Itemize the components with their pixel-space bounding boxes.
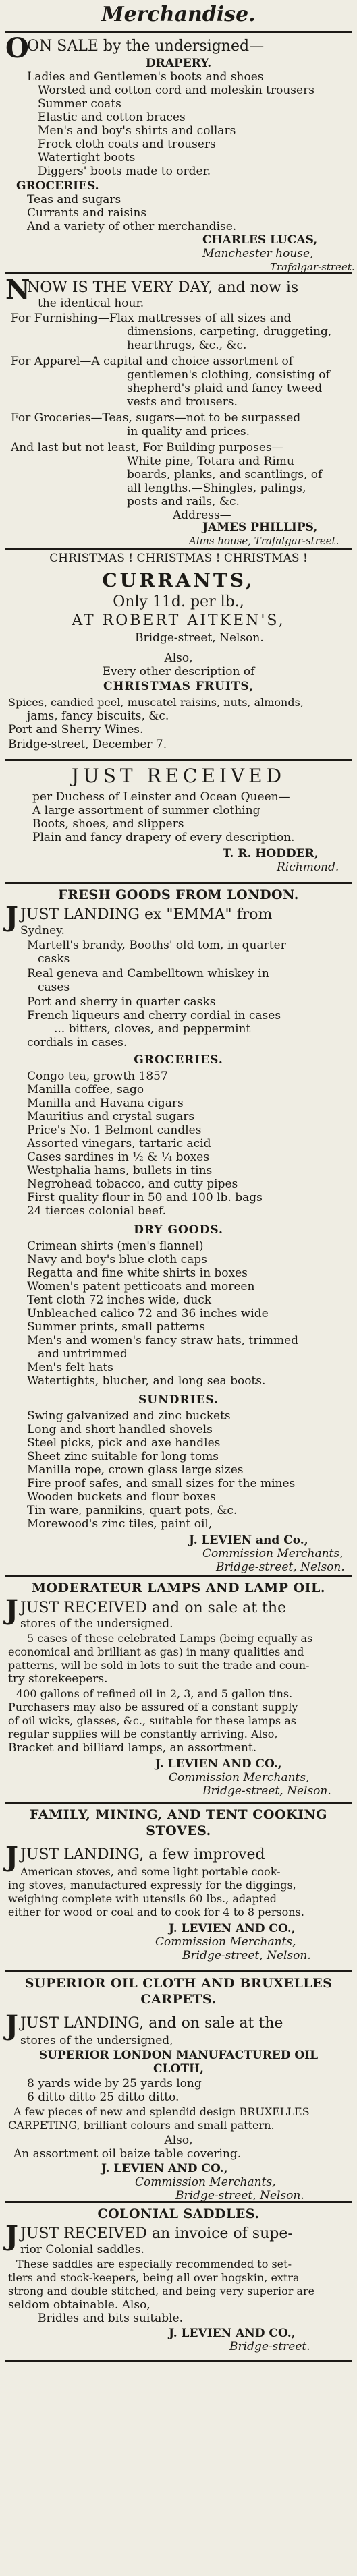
divider-rule (5, 1802, 352, 1804)
ad-line: 8 yards wide by 25 yards long (27, 2077, 202, 2090)
ad-line: Wooden buckets and flour boxes (27, 1490, 216, 1504)
ad-line: casks (38, 952, 70, 966)
ad-line: Navy and boy's blue cloth caps (27, 1253, 207, 1266)
advertiser-address: Alms house, Trafalgar-street. (189, 535, 339, 547)
ad-line: per Duchess of Leinster and Ocean Queen— (32, 790, 290, 804)
ad-line: Swing galvanized and zinc buckets (27, 1409, 231, 1423)
ad-headline: ON SALE by the undersigned— (27, 38, 265, 55)
ad-line: SUPERIOR LONDON MANUFACTURED OIL (38, 2049, 319, 2062)
ad-line: strong and double stitched, and being very superior are (8, 2285, 315, 2297)
advertiser-name: J. LEVIEN AND CO., (155, 1757, 282, 1771)
ad-line: cordials in cases. (27, 1036, 128, 1049)
ad-line: Mauritius and crystal sugars (27, 1110, 195, 1123)
ad-line: all lengths.—Shingles, palings, (127, 481, 306, 495)
ad-charles-lucas (0, 32, 357, 273)
ad-line: Congo tea, growth 1857 (27, 1070, 168, 1083)
ad-line: And a variety of other merchandise. (27, 220, 237, 233)
divider-rule (5, 272, 352, 274)
advertiser-address: Commission Merchants, (155, 1935, 296, 1949)
ad-line: Fire proof safes, and small sizes for the mines (27, 1477, 296, 1490)
ad-line: Watertights, blucher, and long sea boots. (27, 1374, 266, 1388)
ad-line: Westphalia hams, bullets in tins (27, 1164, 213, 1177)
advertiser-name: CHARLES LUCAS, (202, 233, 318, 247)
ad-line: Price's No. 1 Belmont candles (27, 1123, 202, 1137)
ad-headline: JUST RECEIVED (71, 765, 286, 787)
ad-line: Cases sardines in ½ & ¼ boxes (27, 1150, 210, 1164)
ad-line: boards, planks, and scantlings, of (127, 468, 323, 481)
ad-line: ... bitters, cloves, and peppermint (54, 1022, 251, 1036)
ad-line: These saddles are especially recommended to set- (16, 2258, 292, 2271)
ad-line: Elastic and cotton braces (38, 111, 186, 124)
ad-title: JUST LANDING, and on sale at the (20, 2015, 283, 2032)
ad-headline: MODERATEUR LAMPS AND LAMP OIL. (31, 1581, 326, 1596)
ad-line: rior Colonial saddles. (20, 2243, 144, 2256)
ad-line: American stoves, and some light portable cook- (20, 1865, 281, 1878)
ad-line: Summer coats (38, 97, 121, 111)
ad-headline: CHRISTMAS ! CHRISTMAS ! CHRISTMAS ! (49, 552, 308, 565)
ad-line: An assortment oil baize table covering. (13, 2147, 242, 2161)
drop-cap: O (5, 32, 29, 64)
ad-line: Morewood's zinc tiles, paint oil, (27, 1517, 213, 1531)
ad-line: French liqueurs and cherry cordial in cases (27, 1009, 281, 1022)
ad-line: Crimean shirts (men's flannel) (27, 1239, 204, 1253)
ad-line: Port and Sherry Wines. (8, 723, 144, 736)
advertiser-name: T. R. HODDER, (223, 847, 319, 860)
ad-line: Also, (164, 2134, 193, 2147)
ad-line: Only 11d. per lb., (113, 593, 244, 610)
advertiser-address: Manchester house, (202, 247, 314, 260)
ad-line: Bridles and bits suitable. (38, 2312, 184, 2325)
ad-line: Martell's brandy, Booths' old tom, in quarter (27, 939, 286, 952)
ad-line: Also, (164, 651, 193, 665)
ad-line: weighing complete with utensils 60 lbs., adapted (8, 1892, 277, 1905)
ad-line: Port and sherry in quarter casks (27, 995, 216, 1009)
advertiser-address: Bridge-street, Nelson. (175, 2189, 304, 2202)
divider-rule (5, 882, 352, 884)
advertiser-address: Commission Merchants, (135, 2175, 276, 2189)
section-heading: GROCERIES. (134, 1053, 223, 1067)
ad-line: Diggers' boots made to order. (38, 165, 211, 178)
masthead: Merchandise. (101, 3, 256, 26)
drop-cap: J (5, 901, 18, 933)
ad-line: Tent cloth 72 inches wide, duck (27, 1293, 212, 1307)
ad-line: Unbleached calico 72 and 36 inches wide (27, 1307, 269, 1320)
divider-rule (5, 31, 352, 33)
ad-line: and untrimmed (38, 1347, 128, 1361)
ad-line: Ladies and Gentlemen's boots and shoes (27, 70, 264, 84)
ad-line: Bracket and billiard lamps, an assortment. (8, 1741, 257, 1755)
ad-headline: STOVES. (146, 1823, 211, 1838)
ad-title: AT ROBERT AITKEN'S, (72, 612, 285, 629)
advertiser-address: Bridge-street, Nelson. (202, 1784, 331, 1798)
drop-cap: N (5, 274, 30, 305)
ad-headline: FAMILY, MINING, AND TENT COOKING (29, 1807, 327, 1822)
ad-line: Steel picks, pick and axe handles (27, 1436, 221, 1450)
ad-line: dimensions, carpeting, druggeting, (127, 325, 332, 339)
ad-line: Summer prints, small patterns (27, 1320, 205, 1334)
ad-headline: NOW IS THE VERY DAY, and now is (27, 279, 299, 296)
ad-line: of oil wicks, glasses, &c., suitable for these lamps as (8, 1714, 296, 1727)
ad-line: A few pieces of new and splendid design BRUXELLES (13, 2105, 310, 2118)
ad-headline: COLONIAL SADDLES. (97, 2206, 260, 2221)
divider-rule (5, 548, 352, 550)
ad-line: 5 cases of these celebrated Lamps (being equally as (27, 1632, 313, 1645)
ad-line: Currants and raisins (27, 206, 147, 220)
ad-line: Purchasers may also be assured of a constant supply (8, 1701, 298, 1714)
ad-line: Worsted and cotton cord and moleskin trousers (38, 84, 314, 97)
ad-levien-carpets (0, 1974, 357, 2237)
ad-line: Men's and boy's shirts and collars (38, 124, 236, 138)
ad-line: Boots, shoes, and slippers (32, 817, 184, 831)
ad-line: regular supplies will be constantly arriving. Also, (8, 1728, 278, 1740)
ad-line: CARPETING, brilliant colours and small pattern. (8, 2119, 275, 2132)
ad-line: 400 gallons of refined oil in 2, 3, and 5 gallon tins. (16, 1687, 293, 1700)
ad-headline: CARPETS. (140, 1992, 217, 2007)
ad-line: For Furnishing—Flax mattresses of all sizes and (11, 312, 292, 325)
divider-rule (5, 1970, 352, 1972)
advertiser-address: Trafalgar-street. (270, 261, 355, 273)
divider-rule (5, 759, 352, 761)
ad-line: Real geneva and Cambelltown whiskey in (27, 967, 269, 980)
ad-line: 24 tierces colonial beef. (27, 1204, 167, 1218)
ad-line: Watertight boots (38, 151, 136, 165)
ad-title: JUST RECEIVED an invoice of supe- (20, 2225, 293, 2242)
ad-headline: FRESH GOODS FROM LONDON. (58, 887, 299, 902)
ad-line: jams, fancy biscuits, &c. (27, 709, 169, 723)
advertiser-name: J. LEVIEN and Co., (189, 1533, 308, 1547)
ad-title: JUST LANDING, a few improved (20, 1846, 265, 1863)
section-heading: CHRISTMAS FRUITS, (103, 680, 254, 693)
advertiser-address: Commission Merchants, (169, 1771, 310, 1784)
divider-rule (5, 2201, 352, 2203)
ad-line: in quality and prices. (127, 425, 250, 438)
ad-line: ing stoves, manufactured expressly for the diggings, (8, 1879, 296, 1892)
ad-line: gentlemen's clothing, consisting of (127, 368, 330, 382)
ad-line: Spices, candied peel, muscatel raisins, nuts, almonds, (8, 696, 304, 709)
ad-line: Sheet zinc suitable for long toms (27, 1450, 219, 1463)
ad-line: the identical hour. (38, 297, 144, 310)
ad-line: Men's and women's fancy straw hats, trimmed (27, 1334, 299, 1347)
ad-line: White pine, Totara and Rimu (127, 455, 294, 468)
ad-line: hearthrugs, &c., &c. (127, 339, 247, 352)
ad-line: Manilla rope, crown glass large sizes (27, 1463, 244, 1477)
ad-line: Women's patent petticoats and moreen (27, 1280, 255, 1293)
section-heading: SUNDRIES. (138, 1393, 219, 1407)
ad-line: patterns, will be sold in lots to suit the trade and coun- (8, 1659, 310, 1672)
section-heading: GROCERIES. (16, 179, 99, 193)
advertiser-address: Bridge-street, Nelson. (135, 631, 264, 645)
ad-title: JUST LANDING ex "EMMA" from (20, 906, 273, 923)
ad-line: For Groceries—Teas, sugars—not to be surpassed (11, 411, 301, 425)
ad-line: cases (38, 980, 70, 994)
ad-line: either for wood or coal and to cook for 4 to 8 persons. (8, 1906, 304, 1919)
ad-line: And last but not least, For Building purposes— (11, 441, 283, 455)
ad-title: JUST RECEIVED and on sale at the (20, 1600, 287, 1616)
ad-line: Manilla and Havana cigars (27, 1096, 184, 1110)
ad-levien-saddles (0, 2205, 357, 2380)
ad-line: Frock cloth coats and trousers (38, 138, 216, 151)
ad-line: Plain and fancy drapery of every description. (32, 831, 295, 844)
advertiser-address: Bridge-street, Nelson. (182, 1949, 311, 1962)
divider-rule (5, 1575, 352, 1577)
ad-line: Regatta and fine white shirts in boxes (27, 1266, 248, 1280)
ad-line: 6 ditto ditto 25 ditto ditto. (27, 2090, 180, 2104)
ad-line: Negrohead tobacco, and cutty pipes (27, 1177, 238, 1191)
ad-line: shepherd's plaid and fancy tweed (127, 382, 323, 395)
ad-line: stores of the undersigned, (20, 2034, 173, 2047)
advertiser-address: Bridge-street. (229, 2340, 310, 2353)
advertiser-address: Bridge-street, Nelson. (216, 1560, 345, 1574)
section-heading: DRY GOODS. (134, 1223, 223, 1237)
ad-line: Tin ware, pannikins, quart pots, &c. (27, 1504, 238, 1517)
drop-cap: J (5, 2010, 18, 2041)
ad-line: Address— (173, 508, 231, 522)
advertiser-name: J. LEVIEN AND CO., (169, 2326, 296, 2340)
ad-line: A large assortment of summer clothing (32, 804, 260, 817)
ad-line: Manilla coffee, sago (27, 1083, 144, 1096)
drop-cap: J (5, 1841, 18, 1873)
ad-line: Teas and sugars (27, 193, 121, 206)
ad-title: CURRANTS, (102, 569, 255, 591)
ad-line: stores of the undersigned. (20, 1617, 173, 1631)
ad-line: try storekeepers. (8, 1672, 108, 1686)
ad-line: vests and trousers. (127, 395, 238, 409)
ad-robert-aitken (0, 552, 357, 754)
ad-line: tlers and stock-keepers, being all over hogskin, extra (8, 2271, 300, 2284)
ad-line: Men's felt hats (27, 1361, 113, 1374)
advertiser-name: J. LEVIEN AND CO., (101, 2162, 228, 2175)
drop-cap: J (5, 1594, 18, 1626)
ad-line: Long and short handled shovels (27, 1423, 213, 1436)
ad-line: Sydney. (20, 924, 65, 937)
ad-levien-lamps (0, 1579, 357, 1836)
ad-line: Every other description of (102, 665, 255, 678)
ad-line: economical and brilliant as gas) in many qualities and (8, 1645, 304, 1658)
ad-line: First quality flour in 50 and 100 lb. bags (27, 1191, 263, 1204)
section-heading: DRAPERY. (145, 57, 212, 70)
ad-line: Assorted vinegars, tartaric acid (27, 1137, 211, 1150)
ad-line: Bridge-street, December 7. (8, 738, 167, 751)
advertiser-name: J. LEVIEN AND CO., (169, 1922, 296, 1935)
drop-cap: J (5, 2220, 18, 2252)
ad-line: seldom obtainable. Also, (8, 2298, 150, 2312)
ad-t-r-hodder (0, 765, 357, 886)
ad-headline: SUPERIOR OIL CLOTH AND BRUXELLES (24, 1976, 333, 1991)
ad-james-phillips (0, 274, 357, 547)
ad-line: For Apparel—A capital and choice assortment of (11, 355, 294, 368)
divider-rule (5, 2360, 352, 2362)
ad-line: posts and rails, &c. (127, 495, 240, 508)
ad-line: CLOTH, (153, 2062, 204, 2076)
advertiser-address: Commission Merchants, (202, 1547, 344, 1560)
advertiser-address: Richmond. (277, 860, 339, 874)
ad-levien-fresh-goods (0, 886, 357, 1597)
advertiser-name: JAMES PHILLIPS, (202, 521, 318, 534)
